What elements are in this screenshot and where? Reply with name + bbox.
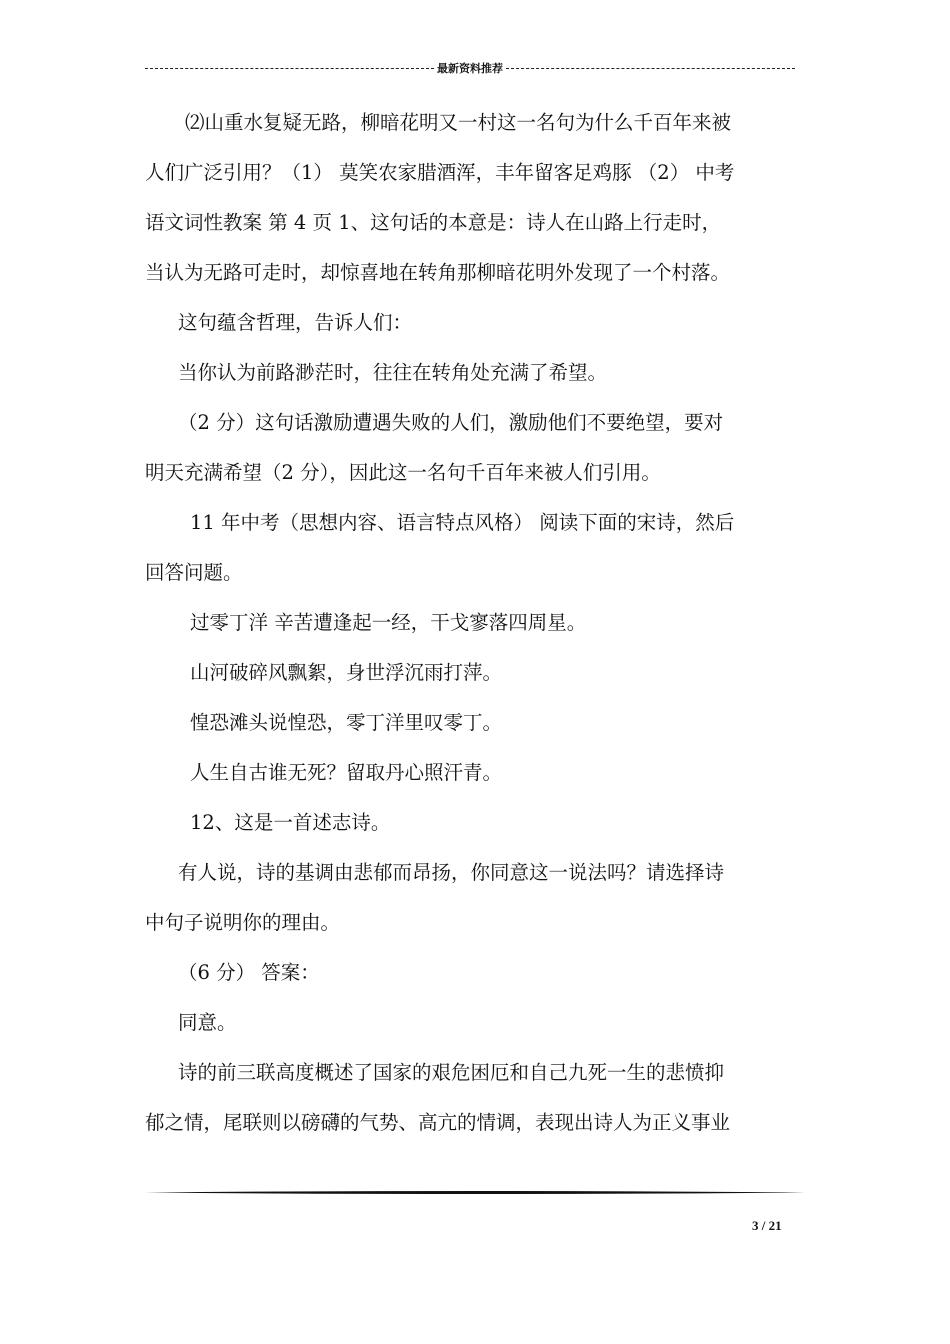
text-line: 当认为无路可走时，却惊喜地在转角那柳暗花明外发现了一个村落。 xyxy=(145,261,731,284)
text-line: 同意。 xyxy=(178,1011,237,1034)
text-line: 语文词性教案 第 4 页 1、这句话的本意是：诗人在山路上行走时， xyxy=(145,211,722,234)
page-number: 3 / 21 xyxy=(752,1218,782,1233)
text-line: 12、这是一首述志诗。 xyxy=(190,811,391,834)
text-line: 过零丁洋 辛苦遭逢起一经，干戈寥落四周星。 xyxy=(190,611,587,634)
text-line: 人生自古谁无死？留取丹心照汗青。 xyxy=(190,761,503,784)
page-header xyxy=(145,58,795,78)
text-line: 山河破碎风飘絮，身世浮沉雨打萍。 xyxy=(190,661,503,684)
text-line: 有人说，诗的基调由悲郁而昂扬，你同意这一说法吗？请选择诗 xyxy=(178,861,725,884)
text-line: 诗的前三联高度概述了国家的艰危困厄和自己九死一生的悲愤抑 xyxy=(178,1061,725,1084)
text-line: 这句蕴含哲理，告诉人们： xyxy=(178,311,413,334)
text-line: （6 分） 答案： xyxy=(178,961,320,984)
text-line: 回答问题。 xyxy=(145,561,243,584)
document-body xyxy=(145,98,815,1148)
text-line: （2 分）这句话激励遭遇失败的人们，激励他们不要绝望，要对 xyxy=(178,411,724,434)
header-dash-left xyxy=(145,68,434,69)
text-line: 中句子说明你的理由。 xyxy=(145,911,341,934)
text-line: 11 年中考（思想内容、语言特点风格） 阅读下面的宋诗，然后 xyxy=(190,511,735,534)
header-title: 最新资料推荐 xyxy=(437,62,503,75)
footer-rule xyxy=(145,1190,805,1195)
text-line: 惶恐滩头说惶恐，零丁洋里叹零丁。 xyxy=(190,711,503,734)
text-line: ⑵山重水复疑无路，柳暗花明又一村这一名句为什么千百年来被 xyxy=(185,111,732,134)
text-line: 当你认为前路渺茫时，往往在转角处充满了希望。 xyxy=(178,361,608,384)
text-line: 明天充满希望（2 分），因此这一名句千百年来被人们引用。 xyxy=(145,461,661,484)
text-line: 人们广泛引用？（1） 莫笑农家腊酒浑，丰年留客足鸡豚 （2） 中考 xyxy=(145,161,735,184)
header-dash-right xyxy=(506,68,795,69)
text-line: 郁之情，尾联则以磅礴的气势、高亢的情调，表现出诗人为正义事业 xyxy=(145,1111,731,1134)
